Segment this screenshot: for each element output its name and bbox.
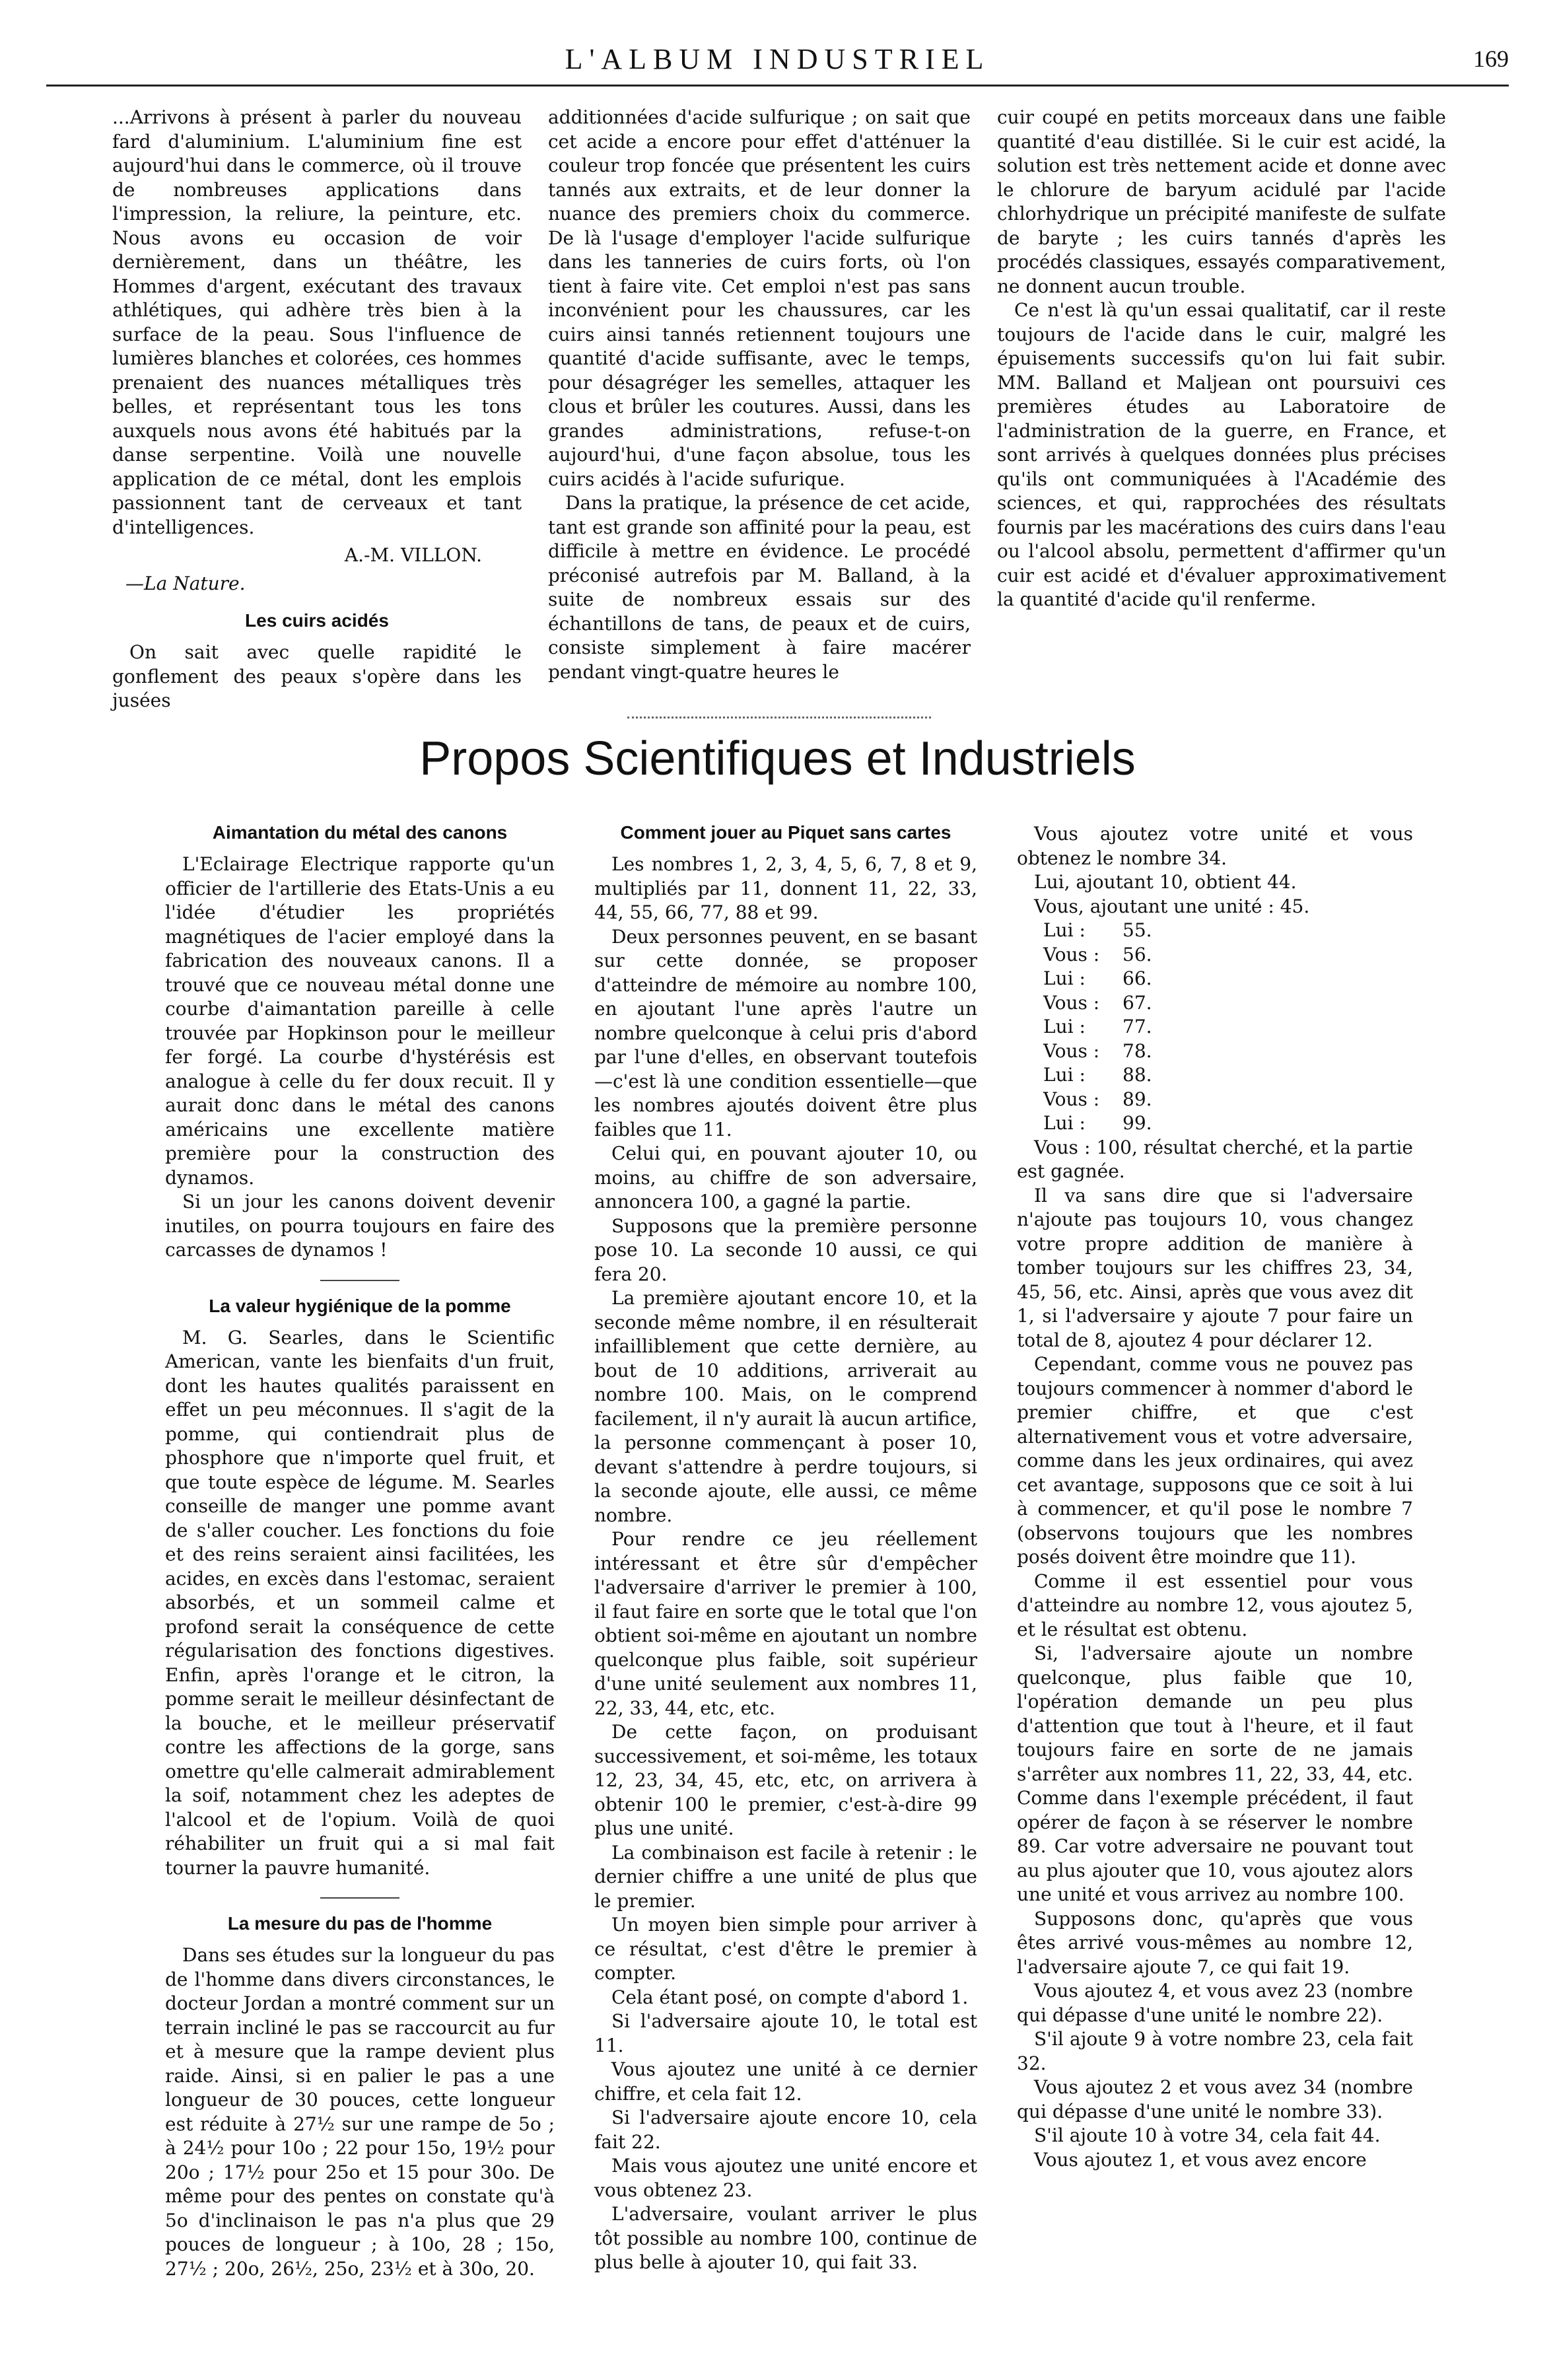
article-text: La première ajoutant encore 10, et la seconde même nombre, il en résulterait infailliblement que cette dernière, au bout de 10 additions, arriverait au nombre 100. Mais, on le comprend facilement, il n'y aurait là aucun artifice, la personne commençant à poser 10, devant s'attendre à perdre toujours, si la seconde ajoute, elle aussi, ce même nombre. bbox=[594, 1287, 977, 1526]
player-label: Lui : bbox=[1043, 1064, 1086, 1086]
source-credit: —La Nature. bbox=[125, 572, 246, 594]
article-text: Mais vous ajoutez une unité encore et vous obtenez 23. bbox=[594, 2155, 977, 2201]
score-row bbox=[1043, 1063, 1413, 1088]
section-title: Propos Scientifiques et Industriels bbox=[419, 732, 1136, 785]
score-value: 99. bbox=[1123, 1112, 1152, 1134]
score-row bbox=[1043, 991, 1413, 1016]
article-text: S'il ajoute 10 à votre 34, cela fait 44. bbox=[1034, 2124, 1381, 2146]
article-text: Cela étant posé, on compte d'abord 1. bbox=[611, 1986, 969, 2008]
article-text: Il va sans dire que si l'adversaire n'ajoute pas toujours 10, vous changez votre propre addition de manière à tomber toujours sur les chiffres 23, 34, 45, 56, etc. Ainsi, après que vous avez dit 1, si l'adversaire y ajoute 7 pour faire un total de 8, ajoutez 4 pour déclarer 12. bbox=[1017, 1184, 1413, 1351]
separator bbox=[627, 717, 931, 718]
player-label: Vous : bbox=[1043, 991, 1100, 1014]
player-label: Vous : bbox=[1043, 943, 1100, 965]
article-text: Vous ajoutez une unité à ce dernier chiffre, et cela fait 12. bbox=[594, 2058, 977, 2105]
article-text: Si, l'adversaire ajoute un nombre quelconque, plus faible que 10, l'opération demande un peu plus d'attention que tout à l'heure, et il faut toujours faire en sorte de ne jamais s'arrêter aux nombres 11, 22, 33, 44, etc. Comme dans l'exemple précédent, il faut opérer de façon à se réserver le nombre 89. Car votre adversaire ne pouvant tout au plus ajouter que 10, vous ajoutez alors une unité et vous arrivez au nombre 100. bbox=[1017, 1642, 1413, 1905]
page-number: 169 bbox=[1473, 46, 1509, 72]
article-text: Celui qui, en pouvant ajouter 10, ou moins, au chiffre de son adversaire, annoncera 100, a gagné la partie. bbox=[594, 1142, 977, 1212]
bottom-column-2 bbox=[594, 822, 977, 2275]
article-heading: Aimantation du métal des canons bbox=[212, 822, 508, 843]
player-label: Lui : bbox=[1043, 1016, 1086, 1037]
article-text: Vous, ajoutant une unité : 45. bbox=[1034, 895, 1310, 917]
score-row bbox=[1043, 1111, 1413, 1136]
article-text: Vous : 100, résultat cherché, et la partie est gagnée. bbox=[1017, 1136, 1413, 1182]
article-text: La combinaison est facile à retenir : le dernier chiffre a une unité de plus que le premier. bbox=[594, 1841, 977, 1912]
bottom-column-1 bbox=[165, 822, 555, 2281]
divider bbox=[320, 1280, 399, 1281]
article-text: Les nombres 1, 2, 3, 4, 5, 6, 7, 8 et 9, multipliés par 11, donnent 11, 22, 33, 44, 55, 66, 77, 88 et 99. bbox=[594, 853, 977, 923]
player-label: Lui : bbox=[1043, 919, 1086, 941]
article-text: Si l'adversaire ajoute encore 10, cela fait 22. bbox=[594, 2107, 977, 2153]
article-heading: Les cuirs acidés bbox=[245, 610, 389, 631]
score-value: 55. bbox=[1123, 919, 1152, 941]
article-text: Si l'adversaire ajoute 10, le total est 11. bbox=[594, 2010, 977, 2056]
player-label: Vous : bbox=[1043, 1088, 1100, 1110]
article-text: Cependant, comme vous ne pouvez pas toujours commencer à nommer d'abord le premier chiffre, et que c'est alternativement vous et votre adversaire, comme dans les jeux ordinaires, qui avez cet avantage, supposons que ce soit à lui à commencer, et qu'il pose le nombre 7 (observons toujours que les nombres posés doivent être moindre que 11). bbox=[1017, 1353, 1413, 1568]
score-value: 88. bbox=[1123, 1064, 1152, 1086]
journal-title: L'ALBUM INDUSTRIEL bbox=[565, 43, 990, 75]
masthead-rule bbox=[46, 85, 1509, 87]
article-text: De cette façon, on produisant successivement, et soi-même, les totaux 12, 23, 34, 45, etc, etc, on arrivera à obtenir 100 le premier, c'est-à-dire 99 plus une unité. bbox=[594, 1721, 977, 1839]
article-text: Ce n'est là qu'un essai qualitatif, car il reste toujours de l'acide dans le cuir, malgré les épuisements successifs qu'on lui fait subir. MM. Balland et Maljean ont poursuivi ces premières études au Laboratoire de l'administration de la guerre, en France, et sont arrivés à quelques données plus précises qu'ils ont communiquées à l'Académie des sciences, et qui, rapprochées des résultats fournis par les macérations des cuirs dans l'eau ou l'alcool absolu, permettent d'affirmer qu'un cuir est acidé et d'évaluer approximativement la quantité d'acide qu'il renferme. bbox=[997, 299, 1446, 610]
score-row bbox=[1043, 943, 1413, 967]
article-text: Lui, ajoutant 10, obtient 44. bbox=[1034, 871, 1297, 893]
score-row bbox=[1043, 1015, 1413, 1039]
article-text: Deux personnes peuvent, en se basant sur cette donnée, se proposer d'atteindre de mémoire au nombre 100, en ajoutant l'une après l'autre un nombre quelconque à celui pris d'abord par l'une d'elles, en observant toutefois—c'est là une condition essentielle—que les nombres ajoutés doivent être plus faibles que 11. bbox=[594, 925, 977, 1140]
score-value: 66. bbox=[1123, 967, 1152, 989]
score-row bbox=[1043, 967, 1413, 991]
article-text: Vous ajoutez votre unité et vous obtenez le nombre 34. bbox=[1017, 823, 1413, 869]
article-text: Supposons donc, qu'après que vous êtes arrivé vous-mêmes au nombre 12, l'adversaire ajoute 7, ce qui fait 19. bbox=[1017, 1907, 1413, 1978]
article-text: Vous ajoutez 2 et vous avez 34 (nombre qui dépasse d'une unité le nombre 33). bbox=[1017, 2076, 1413, 2122]
article-text: M. G. Searles, dans le Scientific American, vante les bienfaits d'un fruit, dont les hautes qualités paraissent en effet un peu méconnues. Il s'agit de la pomme, qui contiendrait plus de phosphore que n'importe quel fruit, et que toute espèce de légume. M. Searles conseille de manger une pomme avant de s'aller coucher. Les fonctions du foie et des reins seraient ainsi facilitées, les acides, en excès dans l'estomac, seraient absorbés, et un sommeil calme et profond serait la conséquence de cette régularisation des fonctions digestives. Enfin, après l'orange et le citron, la pomme serait le meilleur désinfectant de la bouche, et le meilleur préservatif contre les affections de la gorge, sans omettre qu'elle calmerait admirablement la soif, notamment chez les adeptes de l'alcool et de l'opium. Voilà de quoi réhabiliter un fruit qui a si mal fait tourner la pauvre humanité. bbox=[165, 1326, 555, 1879]
article-text: Un moyen bien simple pour arriver à ce résultat, c'est d'être le premier à compter. bbox=[594, 1914, 977, 1984]
article-text: L'adversaire, voulant arriver le plus tôt possible au nombre 100, continue de plus belle à ajouter 10, qui fait 33. bbox=[594, 2203, 977, 2273]
bottom-column-3 bbox=[1017, 822, 1413, 2172]
score-value: 77. bbox=[1123, 1016, 1152, 1037]
score-value: 89. bbox=[1123, 1088, 1152, 1110]
article-text: Supposons que la première personne pose 10. La seconde 10 aussi, ce qui fera 20. bbox=[594, 1214, 977, 1285]
score-value: 56. bbox=[1123, 943, 1152, 965]
article-text: On sait avec quelle rapidité le gonflement des peaux s'opère dans les jusées bbox=[112, 641, 522, 711]
article-text: L'Eclairage Electrique rapporte qu'un officier de l'artillerie des Etats-Unis a eu l'idée d'étudier les propriétés magnétiques de l'acier employé dans la fabrication des nouveaux canons. Il a trouvé que ce nouveau métal donne une courbe d'aimantation pareille à celle trouvée par Hopkinson pour le meilleur fer forgé. La courbe d'hystérésis est analogue à celle du fer doux recuit. Il y aurait donc dans le métal des canons américains une excellente matière première pour la construction des dynamos. bbox=[165, 853, 555, 1189]
article-text: Vous ajoutez 1, et vous avez encore bbox=[1034, 2148, 1367, 2171]
masthead bbox=[46, 42, 1509, 82]
author-signature: A.-M. VILLON. bbox=[344, 544, 482, 566]
article-heading: La valeur hygiénique de la pomme bbox=[209, 1295, 511, 1316]
article-text: Dans ses études sur la longueur du pas de l'homme dans divers circonstances, le docteur Jordan a montré comment sur un terrain incliné le pas se raccourcit au fur et à mesure que la rampe devient plus raide. Ainsi, si en palier le pas a une longueur de 30 pouces, cette longueur est réduite à 27½ sur une rampe de 5o ; à 24½ pour 10o ; 22 pour 15o, 19½ pour 20o ; 17½ pour 25o et 15 pour 30o. De même pour des pentes on constate qu'à 5o d'inclinaison le pas n'a plus que 29 pouces de longueur ; à 10o, 28 ; 15o, 27½ ; 20o, 26½, 25o, 23½ et à 30o, 20. bbox=[165, 1944, 555, 2280]
article-text: Vous ajoutez 4, et vous avez 23 (nombre qui dépasse d'une unité le nombre 22). bbox=[1017, 1980, 1413, 2026]
score-row bbox=[1043, 1088, 1413, 1112]
article-text: Dans la pratique, la présence de cet acide, tant est grande son affinité pour la peau, est difficile à mettre en évidence. Le procédé préconisé autrefois par M. Balland, à la suite de nombreux essais sur des échantillons de tans, de peaux et de cuirs, consiste simplement à faire macérer pendant vingt-quatre heures le bbox=[548, 492, 971, 683]
score-table bbox=[1043, 919, 1413, 1136]
top-column-2 bbox=[548, 106, 971, 684]
player-label: Lui : bbox=[1043, 967, 1086, 989]
player-label: Vous : bbox=[1043, 1039, 1100, 1062]
top-column-3 bbox=[997, 106, 1446, 612]
article-text: ...Arrivons à présent à parler du nouveau fard d'aluminium. L'aluminium fine est aujourd'hui dans le commerce, où il trouve de nombreuses applications dans l'impression, la reliure, la peinture, etc. Nous avons eu occasion de voir dernièrement, dans un théâtre, les Hommes d'argent, exécutant des travaux athlétiques, qui adhère très bien à la surface de la peau. Sous l'influence de lumières blanches et colorées, ces hommes prenaient des nuances métalliques très belles, et représentant tous les tons auxquels nous avons été habitués par la danse serpentine. Voilà une nouvelle application de ce métal, dont les emplois passionnent tant de cerveaux et tant d'intelligences. bbox=[112, 106, 522, 538]
player-label: Lui : bbox=[1043, 1112, 1086, 1134]
article-text: additionnées d'acide sulfurique ; on sait que cet acide a encore pour effet d'atténuer la couleur trop foncée que présentent les cuirs tannés aux extraits, et de leur donner la nuance des premiers choix du commerce. De là l'usage d'employer l'acide sulfurique dans les tanneries de cuirs forts, où l'on tient à faire vite. Cet emploi n'est pas sans inconvénient pour les chaussures, car les cuirs ainsi tannés retiennent toujours une quantité d'acide suffisante, avec le temps, pour désagréger les semelles, attaquer les clous et brûler les coutures. Aussi, dans les grandes administrations, refuse-t-on aujourd'hui, d'une façon absolue, tous les cuirs acidés à l'acide sufurique. bbox=[548, 106, 971, 490]
score-value: 78. bbox=[1123, 1039, 1152, 1062]
article-text: S'il ajoute 9 à votre nombre 23, cela fait 32. bbox=[1017, 2028, 1413, 2074]
score-row bbox=[1043, 1039, 1413, 1064]
score-value: 67. bbox=[1123, 991, 1152, 1014]
score-row bbox=[1043, 919, 1413, 943]
article-text: Si un jour les canons doivent devenir inutiles, on pourra toujours en faire des carcasses de dynamos ! bbox=[165, 1191, 555, 1261]
article-text: Pour rendre ce jeu réellement intéressant et être sûr d'empêcher l'adversaire d'arriver le premier à 100, il faut faire en sorte que le total que l'on obtient soi-même en ajoutant un nombre quelconque plus faible, soit supérieur d'une unité seulement aux nombres 11, 22, 33, 44, etc, etc. bbox=[594, 1528, 977, 1719]
top-column-1 bbox=[112, 106, 522, 713]
divider bbox=[320, 1897, 399, 1899]
article-text: Comme il est essentiel pour vous d'atteindre au nombre 12, vous ajoutez 5, et le résultat est obtenu. bbox=[1017, 1570, 1413, 1640]
article-heading: La mesure du pas de l'homme bbox=[227, 1913, 493, 1934]
article-heading: Comment jouer au Piquet sans cartes bbox=[620, 822, 951, 843]
article-text: cuir coupé en petits morceaux dans une faible quantité d'eau distillée. Si le cuir est acidé, la solution est très nettement acide et donne avec le chlorure de baryum acidulé par l'acide chlorhydrique un précipité manifeste de sulfate de baryte ; les cuirs tannés d'après les procédés classiques, essayés comparativement, ne donnent aucun trouble. bbox=[997, 106, 1446, 297]
